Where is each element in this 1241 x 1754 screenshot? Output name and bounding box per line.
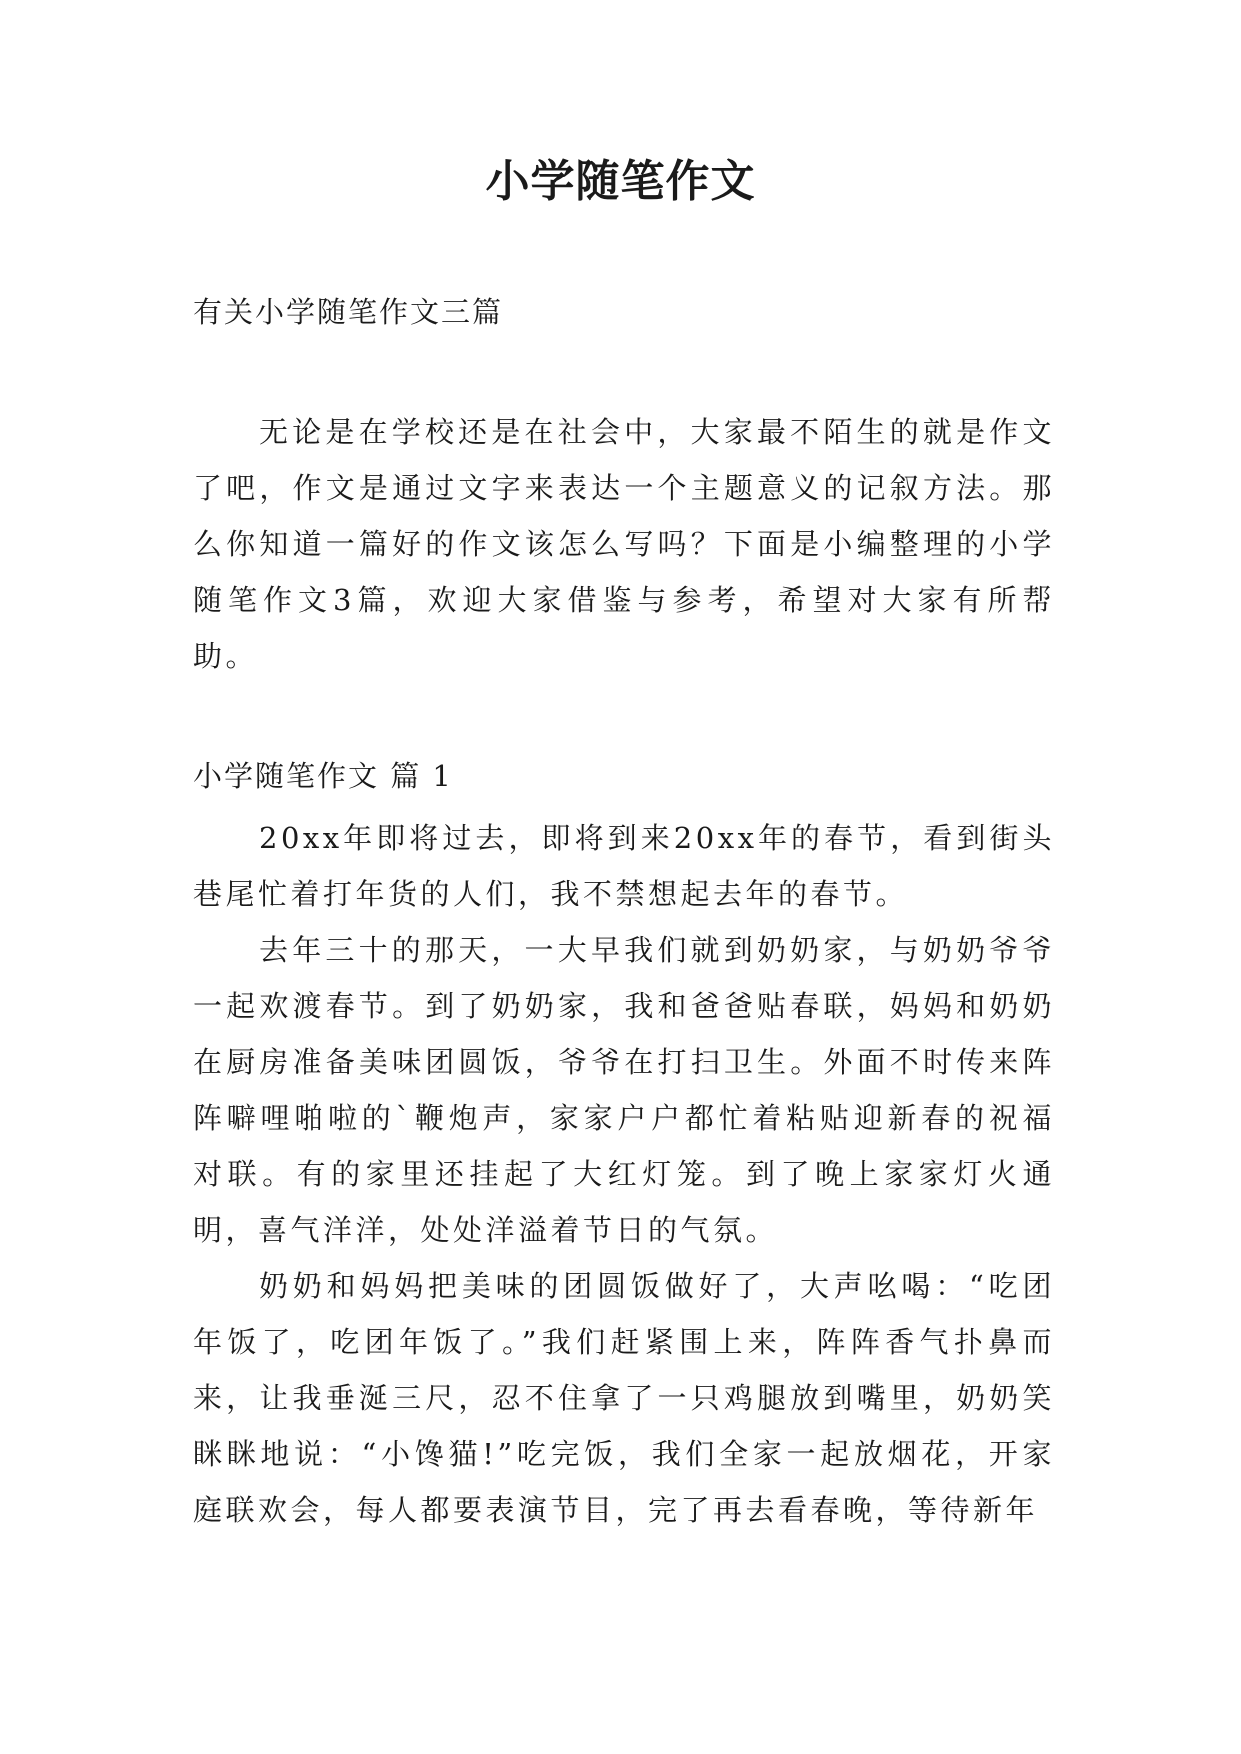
intro-paragraph: 无论是在学校还是在社会中，大家最不陌生的就是作文了吧，作文是通过文字来表达一个主题意义的记叙方法。那么你知道一篇好的作文该怎么写吗？下面是小编整理的小学随笔作文3篇，欢迎大家借鉴与参考，希望对大家有所帮助。 (193, 415, 1055, 673)
body-paragraph: 奶奶和妈妈把美味的团圆饭做好了，大声吆喝：“吃团年饭了，吃团年饭了。”我们赶紧围上来，阵阵香气扑鼻而来，让我垂涎三尺，忍不住拿了一只鸡腿放到嘴里，奶奶笑眯眯地说：“小馋猫!”吃完饭，我们全家一起放烟花，开家庭联欢会，每人都要表演节目，完了再去看春晚，等待新年 (193, 1269, 1055, 1527)
body-paragraph: 去年三十的那天，一大早我们就到奶奶家，与奶奶爷爷一起欢渡春节。到了奶奶家，我和爸爸贴春联，妈妈和奶奶在厨房准备美味团圆饭，爷爷在打扫卫生。外面不时传来阵阵噼哩啪啦的`鞭炮声，家家户户都忙着粘贴迎新春的祝福对联。有的家里还挂起了大红灯笼。到了晚上家家灯火通明，喜气洋洋，处处洋溢着节日的气氛。 (193, 933, 1055, 1247)
document-subtitle: 有关小学随笔作文三篇 (193, 295, 504, 329)
section-heading: 小学随笔作文 篇 1 (193, 759, 453, 793)
document-title: 小学随笔作文 (485, 156, 756, 207)
body-paragraph: 20xx年即将过去，即将到来20xx年的春节，看到街头巷尾忙着打年货的人们，我不禁想起去年的春节。 (193, 821, 1055, 911)
